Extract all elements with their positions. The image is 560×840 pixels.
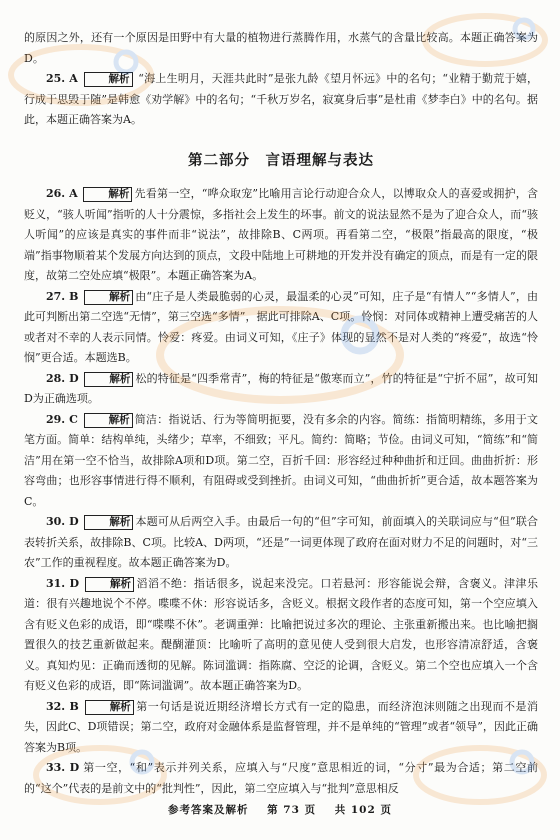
question-item: [24, 697, 538, 759]
question-text: 简洁：指说话、行为等简明扼要，没有多余的内容。简练：指简明精练，多用于文笔方面。简单：结构单纯，头绪少；草率，不细致；平凡。简约：简略；节俭。由词义可知，“简练”和“简洁”用在第一空不恰当，故排除A项和D项。第二空，百折千回：形容经过种种曲折和迂回。曲曲折折：形容弯曲；也形容事情进行得不顺利，有阻碍或受到挫折。由词义可知，“曲曲折折”更合适，故本题答案为C。: [24, 412, 538, 508]
question-item: [24, 512, 538, 574]
question-number: 32. B: [46, 699, 79, 713]
question-25: [24, 69, 538, 131]
paragraph-continued: 的原因之外，还有一个原因是田野中有大量的植物进行蒸腾作用，水蒸气的含量比较高。本题正确答案为D。: [24, 31, 538, 65]
question-text: 第一句话是说近期经济增长方式有一定的隐患，而经济泡沫则随之出现而不是消失，因此C、D项错误；第二空，政府对金融体系是监督管理，并不是单纯的“管理”或者“领导”，因此正确答案为B项。: [24, 699, 539, 754]
question-number: 28. D: [46, 371, 79, 385]
question-item: [24, 287, 538, 369]
question-text: 滔滔不绝：指话很多，说起来没完。口若悬河：形容能说会辩，含褒义。津津乐道：很有兴趣地说个不停。喋喋不休：形容说话多，含贬义。根据文段作者的态度可知，第一个空应填入含有贬义色彩的成语，即“喋喋不休”。老调重弹：比喻把说过多次的理论、主张重新搬出来。也比喻把搁置很久的技艺重新做起来。醍醐灌顶：比喻听了高明的意见使人受到很大启发，也形容清凉舒适，含褒义。真知灼见：正确而透彻的见解。陈词滥调：指陈腐、空泛的论调，含贬义。第二个空也应填入一个含有贬义色彩的成语，即“陈词滥调”。故本题正确答案为D。: [24, 576, 538, 692]
question-number: 30. D: [46, 515, 79, 528]
question-number: 26. A: [46, 187, 78, 200]
page-footer: [0, 802, 560, 817]
analysis-tag: 解析: [85, 700, 134, 715]
question-text: 由“庄子是人类最脆弱的心灵，最温柔的心灵”可知，庄子是“有情人”“多情人”，由此可判断出第二空选“无情”，第三空选“多情”，据此可排除A、C项。怜悯：对同体或精神上遭受痛苦的人或者对不幸的人表示同情。怜爱：疼爱。由词义可知，《庄子》体现的显然不是对人类的“疼爱”，故选“怜悯”更合适。本题选B。: [24, 289, 539, 364]
analysis-tag: 解析: [84, 515, 133, 530]
analysis-tag: 解析: [84, 413, 133, 428]
question-text: 先看第一空，“哗众取宠”比喻用言论行动迎合众人，以博取众人的喜爱或拥护，含贬义，“骇人听闻”指听的人十分震惊，多指社会上发生的坏事。前文的说法显然不是为了迎合众人，而“骇人听闻”的应该是真实的事件而非“说法”，故排除B、C两项。再看第二空，“极限”指最高的限度，“极端”指事物顺着某个发展方向达到的顶点，文段中陆地上可耕地的开发并没有确定的顶点，而是有一定的限度，故第二空处应填“极限”。本题正确答案为A。: [24, 187, 538, 282]
question-number: 31. D: [46, 576, 79, 590]
answer-page: [24, 28, 538, 799]
question-item: [24, 369, 538, 410]
question-number: 33. D: [46, 761, 80, 774]
question-number: 27. B: [46, 289, 79, 303]
footer-total: 共 102 页: [334, 804, 392, 816]
question-text: 本题可从后两空入手。由最后一句的“但”字可知，前面填入的关联词应与“但”联合表转折关系，故排除B、C项。比较A、D两项，“还是”一词更体现了政府在面对财力不足的问题时，对“三农”工作的重视程度。故本题正确答案为D。: [24, 515, 538, 569]
question-text: 松的特征是“四季常青”，梅的特征是“傲寒而立”，竹的特征是“宁折不屈”，故可知D为正确选项。: [24, 371, 538, 405]
question-text: 第一空，“和”表示并列关系，应填入与“尺度”意思相近的词，“分寸”最为合适；第二空前的“这个”代表的是前文中的“批判性”，因此，第二空应填入与“批判”意思相反: [24, 761, 538, 795]
footer-page: 第 73 页: [267, 804, 317, 816]
section-title: 第二部分 言语理解与表达: [188, 151, 374, 169]
question-item: [24, 410, 538, 513]
question-number: 25. A: [46, 72, 78, 85]
question-number: 29. C: [46, 412, 78, 426]
question-list: [24, 184, 538, 799]
analysis-tag: 解析: [84, 372, 133, 387]
footer-label: 参考答案及解析: [168, 804, 249, 816]
analysis-tag: 解析: [84, 290, 133, 305]
question-text: “海上生明月，天涯共此时”是张九龄《望月怀远》中的名句；“业精于勤荒于嬉，行成于思毁于随”是韩愈《劝学解》中的名句；“千秋万岁名，寂寞身后事”是杜甫《梦李白》中的名句。据此，本题正确答案为A。: [24, 72, 538, 126]
analysis-tag: 解析: [83, 187, 132, 202]
analysis-tag: 解析: [84, 72, 133, 87]
question-item: [24, 184, 538, 287]
analysis-tag: 解析: [85, 577, 134, 592]
question-item: [24, 574, 538, 697]
question-item: [24, 758, 538, 799]
